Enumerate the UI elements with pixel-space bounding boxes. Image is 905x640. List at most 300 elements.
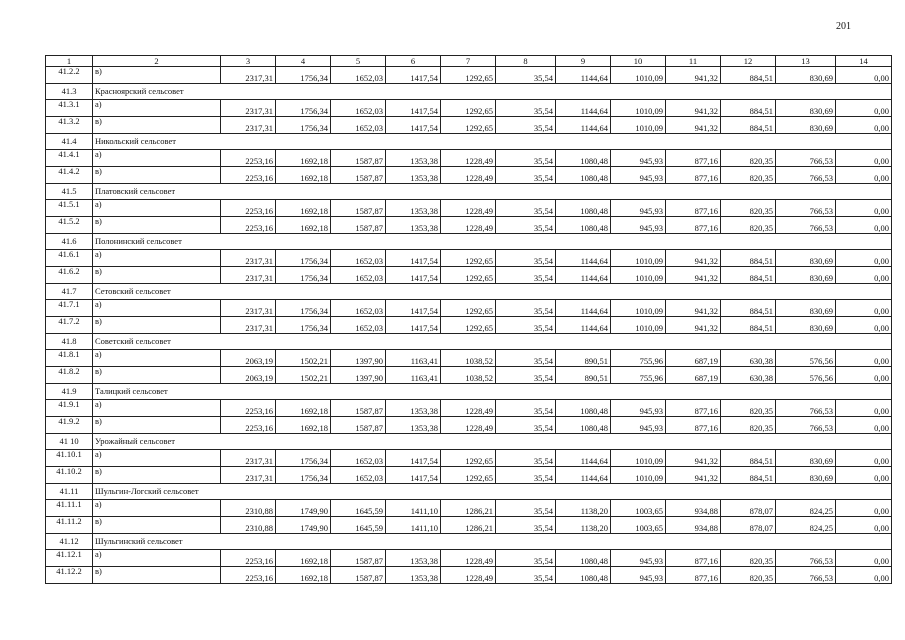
value-cell: 766,53	[776, 167, 836, 184]
value-cell: 1138,20	[556, 517, 611, 534]
value-cell: 1144,64	[556, 250, 611, 267]
value-cell: 1587,87	[331, 400, 386, 417]
value-cell: 2310,88	[221, 500, 276, 517]
value-cell: 1163,41	[386, 367, 441, 384]
value-cell: 1080,48	[556, 150, 611, 167]
value-cell: 1080,48	[556, 417, 611, 434]
value-cell: 1010,09	[611, 100, 666, 117]
group-row	[46, 334, 892, 350]
value-cell: 1692,18	[276, 217, 331, 234]
value-cell: 1756,34	[276, 67, 331, 84]
value-cell: 1692,18	[276, 567, 331, 584]
value-cell: 1286,21	[441, 500, 496, 517]
row-label: а)	[93, 400, 221, 417]
value-cell: 1652,03	[331, 67, 386, 84]
value-cell: 884,51	[721, 100, 776, 117]
row-label: а)	[93, 250, 221, 267]
value-cell: 1138,20	[556, 500, 611, 517]
value-cell: 884,51	[721, 250, 776, 267]
row-label: в)	[93, 167, 221, 184]
value-cell: 1692,18	[276, 150, 331, 167]
value-cell: 35,54	[496, 400, 556, 417]
value-cell: 35,54	[496, 450, 556, 467]
value-cell: 830,69	[776, 300, 836, 317]
value-cell: 35,54	[496, 200, 556, 217]
value-cell: 1417,54	[386, 317, 441, 334]
row-label: а)	[93, 150, 221, 167]
row-label: а)	[93, 500, 221, 517]
group-row	[46, 184, 892, 200]
value-cell: 877,16	[666, 167, 721, 184]
column-header: 13	[776, 56, 836, 67]
value-cell: 878,07	[721, 500, 776, 517]
value-cell: 35,54	[496, 267, 556, 284]
row-label: а)	[93, 100, 221, 117]
value-cell: 1003,65	[611, 517, 666, 534]
value-cell: 0,00	[836, 100, 892, 117]
value-cell: 1353,38	[386, 217, 441, 234]
value-cell: 2317,31	[221, 100, 276, 117]
value-cell: 1010,09	[611, 317, 666, 334]
value-cell: 1228,49	[441, 400, 496, 417]
value-cell: 687,19	[666, 350, 721, 367]
value-cell: 2253,16	[221, 567, 276, 584]
value-cell: 576,56	[776, 350, 836, 367]
group-name: Советский сельсовет	[93, 334, 892, 350]
value-cell: 2253,16	[221, 417, 276, 434]
value-cell: 1756,34	[276, 300, 331, 317]
value-cell: 941,32	[666, 317, 721, 334]
value-cell: 2317,31	[221, 117, 276, 134]
group-name: Шульгин-Логский сельсовет	[93, 484, 892, 500]
value-cell: 884,51	[721, 300, 776, 317]
value-cell: 1144,64	[556, 317, 611, 334]
value-cell: 1144,64	[556, 67, 611, 84]
row-code: 41 10	[46, 434, 93, 450]
value-cell: 1292,65	[441, 467, 496, 484]
value-cell: 1692,18	[276, 200, 331, 217]
value-cell: 1587,87	[331, 217, 386, 234]
table-row	[46, 350, 892, 367]
value-cell: 35,54	[496, 517, 556, 534]
value-cell: 945,93	[611, 417, 666, 434]
page-number: 201	[836, 21, 851, 32]
row-label: в)	[93, 367, 221, 384]
table-row	[46, 67, 892, 84]
row-label: в)	[93, 267, 221, 284]
value-cell: 941,32	[666, 100, 721, 117]
row-code: 41.3	[46, 84, 93, 100]
group-name: Сетовский сельсовет	[93, 284, 892, 300]
value-cell: 1080,48	[556, 200, 611, 217]
value-cell: 0,00	[836, 500, 892, 517]
table-body	[46, 67, 892, 584]
value-cell: 35,54	[496, 67, 556, 84]
value-cell: 2317,31	[221, 250, 276, 267]
value-cell: 766,53	[776, 567, 836, 584]
value-cell: 1756,34	[276, 250, 331, 267]
value-cell: 1292,65	[441, 67, 496, 84]
row-code: 41.3.2	[46, 117, 93, 134]
value-cell: 877,16	[666, 200, 721, 217]
group-name: Урожайный сельсовет	[93, 434, 892, 450]
value-cell: 890,51	[556, 350, 611, 367]
value-cell: 820,35	[721, 150, 776, 167]
value-cell: 755,96	[611, 350, 666, 367]
row-label: а)	[93, 300, 221, 317]
value-cell: 1587,87	[331, 150, 386, 167]
row-code: 41.9	[46, 384, 93, 400]
value-cell: 2317,31	[221, 450, 276, 467]
value-cell: 890,51	[556, 367, 611, 384]
value-cell: 1228,49	[441, 550, 496, 567]
group-row	[46, 234, 892, 250]
value-cell: 1292,65	[441, 300, 496, 317]
row-code: 41.5.2	[46, 217, 93, 234]
table-row	[46, 567, 892, 584]
value-cell: 1353,38	[386, 150, 441, 167]
table-row	[46, 400, 892, 417]
value-cell: 1417,54	[386, 100, 441, 117]
value-cell: 2253,16	[221, 150, 276, 167]
row-code: 41.7.1	[46, 300, 93, 317]
value-cell: 1756,34	[276, 117, 331, 134]
value-cell: 941,32	[666, 250, 721, 267]
column-header: 6	[386, 56, 441, 67]
row-label: в)	[93, 467, 221, 484]
value-cell: 630,38	[721, 350, 776, 367]
value-cell: 766,53	[776, 400, 836, 417]
row-code: 41.7	[46, 284, 93, 300]
value-cell: 35,54	[496, 500, 556, 517]
value-cell: 1010,09	[611, 67, 666, 84]
value-cell: 0,00	[836, 550, 892, 567]
value-cell: 824,25	[776, 517, 836, 534]
row-code: 41.4	[46, 134, 93, 150]
value-cell: 1417,54	[386, 450, 441, 467]
row-label: в)	[93, 317, 221, 334]
group-row	[46, 134, 892, 150]
value-cell: 0,00	[836, 150, 892, 167]
value-cell: 1756,34	[276, 267, 331, 284]
value-cell: 941,32	[666, 117, 721, 134]
tariff-table	[45, 55, 892, 584]
value-cell: 830,69	[776, 250, 836, 267]
group-row	[46, 534, 892, 550]
row-code: 41.10.1	[46, 450, 93, 467]
table-row	[46, 550, 892, 567]
value-cell: 35,54	[496, 250, 556, 267]
row-label: в)	[93, 517, 221, 534]
value-cell: 1652,03	[331, 250, 386, 267]
value-cell: 0,00	[836, 567, 892, 584]
value-cell: 884,51	[721, 67, 776, 84]
value-cell: 35,54	[496, 167, 556, 184]
value-cell: 1652,03	[331, 267, 386, 284]
value-cell: 941,32	[666, 300, 721, 317]
value-cell: 941,32	[666, 67, 721, 84]
value-cell: 1411,10	[386, 500, 441, 517]
column-header: 7	[441, 56, 496, 67]
value-cell: 1163,41	[386, 350, 441, 367]
value-cell: 1587,87	[331, 200, 386, 217]
value-cell: 1411,10	[386, 517, 441, 534]
table-row	[46, 417, 892, 434]
value-cell: 1010,09	[611, 450, 666, 467]
value-cell: 35,54	[496, 417, 556, 434]
row-code: 41.4.1	[46, 150, 93, 167]
value-cell: 941,32	[666, 467, 721, 484]
value-cell: 945,93	[611, 150, 666, 167]
value-cell: 766,53	[776, 150, 836, 167]
value-cell: 1292,65	[441, 100, 496, 117]
value-cell: 0,00	[836, 400, 892, 417]
value-cell: 1228,49	[441, 200, 496, 217]
table-row	[46, 267, 892, 284]
group-name: Красноярский сельсовет	[93, 84, 892, 100]
value-cell: 1353,38	[386, 550, 441, 567]
value-cell: 820,35	[721, 550, 776, 567]
group-name: Полонинский сельсовет	[93, 234, 892, 250]
table-row	[46, 117, 892, 134]
value-cell: 2253,16	[221, 217, 276, 234]
value-cell: 35,54	[496, 117, 556, 134]
row-label: в)	[93, 117, 221, 134]
row-label: в)	[93, 567, 221, 584]
value-cell: 0,00	[836, 317, 892, 334]
value-cell: 630,38	[721, 367, 776, 384]
column-header: 4	[276, 56, 331, 67]
group-name: Талицкий сельсовет	[93, 384, 892, 400]
value-cell: 576,56	[776, 367, 836, 384]
table-row	[46, 367, 892, 384]
table-row	[46, 317, 892, 334]
value-cell: 1652,03	[331, 450, 386, 467]
value-cell: 878,07	[721, 517, 776, 534]
column-header: 14	[836, 56, 892, 67]
value-cell: 884,51	[721, 467, 776, 484]
value-cell: 1080,48	[556, 217, 611, 234]
value-cell: 0,00	[836, 217, 892, 234]
value-cell: 35,54	[496, 150, 556, 167]
value-cell: 1010,09	[611, 267, 666, 284]
value-cell: 884,51	[721, 317, 776, 334]
value-cell: 1397,90	[331, 350, 386, 367]
value-cell: 1417,54	[386, 250, 441, 267]
value-cell: 830,69	[776, 267, 836, 284]
value-cell: 35,54	[496, 367, 556, 384]
value-cell: 1144,64	[556, 467, 611, 484]
value-cell: 877,16	[666, 217, 721, 234]
value-cell: 1353,38	[386, 400, 441, 417]
row-code: 41.11	[46, 484, 93, 500]
value-cell: 1010,09	[611, 467, 666, 484]
value-cell: 1645,59	[331, 517, 386, 534]
value-cell: 1010,09	[611, 250, 666, 267]
value-cell: 2317,31	[221, 317, 276, 334]
row-label: а)	[93, 200, 221, 217]
value-cell: 830,69	[776, 317, 836, 334]
value-cell: 2063,19	[221, 367, 276, 384]
value-cell: 1080,48	[556, 550, 611, 567]
value-cell: 820,35	[721, 400, 776, 417]
table-header	[46, 56, 892, 67]
column-header: 2	[93, 56, 221, 67]
value-cell: 2310,88	[221, 517, 276, 534]
value-cell: 766,53	[776, 200, 836, 217]
value-cell: 2253,16	[221, 167, 276, 184]
value-cell: 2317,31	[221, 300, 276, 317]
value-cell: 2253,16	[221, 400, 276, 417]
row-code: 41.11.2	[46, 517, 93, 534]
value-cell: 2063,19	[221, 350, 276, 367]
value-cell: 934,88	[666, 500, 721, 517]
value-cell: 766,53	[776, 217, 836, 234]
value-cell: 35,54	[496, 300, 556, 317]
value-cell: 687,19	[666, 367, 721, 384]
table-row	[46, 450, 892, 467]
column-header: 9	[556, 56, 611, 67]
row-code: 41.10.2	[46, 467, 93, 484]
value-cell: 1353,38	[386, 417, 441, 434]
row-code: 41.5	[46, 184, 93, 200]
value-cell: 0,00	[836, 300, 892, 317]
value-cell: 1587,87	[331, 167, 386, 184]
column-header: 5	[331, 56, 386, 67]
value-cell: 820,35	[721, 167, 776, 184]
value-cell: 35,54	[496, 350, 556, 367]
value-cell: 35,54	[496, 317, 556, 334]
value-cell: 1502,21	[276, 350, 331, 367]
value-cell: 830,69	[776, 100, 836, 117]
value-cell: 1228,49	[441, 567, 496, 584]
group-row	[46, 484, 892, 500]
value-cell: 1652,03	[331, 100, 386, 117]
value-cell: 1756,34	[276, 467, 331, 484]
value-cell: 945,93	[611, 550, 666, 567]
table-row	[46, 250, 892, 267]
value-cell: 1228,49	[441, 417, 496, 434]
column-header: 12	[721, 56, 776, 67]
group-row	[46, 84, 892, 100]
table-row	[46, 517, 892, 534]
value-cell: 1144,64	[556, 267, 611, 284]
value-cell: 830,69	[776, 117, 836, 134]
value-cell: 1353,38	[386, 200, 441, 217]
value-cell: 766,53	[776, 550, 836, 567]
value-cell: 0,00	[836, 267, 892, 284]
value-cell: 2317,31	[221, 67, 276, 84]
column-header: 10	[611, 56, 666, 67]
value-cell: 1652,03	[331, 300, 386, 317]
group-name: Платовский сельсовет	[93, 184, 892, 200]
value-cell: 35,54	[496, 100, 556, 117]
value-cell: 1645,59	[331, 500, 386, 517]
row-label: в)	[93, 417, 221, 434]
value-cell: 941,32	[666, 267, 721, 284]
value-cell: 0,00	[836, 67, 892, 84]
value-cell: 877,16	[666, 400, 721, 417]
value-cell: 824,25	[776, 500, 836, 517]
value-cell: 35,54	[496, 467, 556, 484]
value-cell: 35,54	[496, 567, 556, 584]
value-cell: 1292,65	[441, 317, 496, 334]
value-cell: 1756,34	[276, 100, 331, 117]
value-cell: 1292,65	[441, 450, 496, 467]
value-cell: 0,00	[836, 517, 892, 534]
table-row	[46, 300, 892, 317]
group-name: Никольский сельсовет	[93, 134, 892, 150]
value-cell: 1587,87	[331, 550, 386, 567]
value-cell: 1228,49	[441, 150, 496, 167]
row-code: 41.8	[46, 334, 93, 350]
value-cell: 830,69	[776, 67, 836, 84]
value-cell: 2317,31	[221, 267, 276, 284]
value-cell: 1417,54	[386, 117, 441, 134]
value-cell: 1292,65	[441, 117, 496, 134]
row-label: в)	[93, 67, 221, 84]
table-row	[46, 200, 892, 217]
value-cell: 1353,38	[386, 167, 441, 184]
value-cell: 0,00	[836, 250, 892, 267]
value-cell: 35,54	[496, 217, 556, 234]
header-row	[46, 56, 892, 67]
value-cell: 945,93	[611, 200, 666, 217]
value-cell: 1080,48	[556, 567, 611, 584]
value-cell: 1652,03	[331, 317, 386, 334]
value-cell: 1692,18	[276, 167, 331, 184]
table-row	[46, 167, 892, 184]
value-cell: 1587,87	[331, 567, 386, 584]
value-cell: 1292,65	[441, 250, 496, 267]
value-cell: 1003,65	[611, 500, 666, 517]
value-cell: 941,32	[666, 450, 721, 467]
column-header: 1	[46, 56, 93, 67]
group-row	[46, 284, 892, 300]
value-cell: 877,16	[666, 150, 721, 167]
row-code: 41.5.1	[46, 200, 93, 217]
row-code: 41.6.1	[46, 250, 93, 267]
row-code: 41.7.2	[46, 317, 93, 334]
value-cell: 1652,03	[331, 467, 386, 484]
row-code: 41.11.1	[46, 500, 93, 517]
value-cell: 1286,21	[441, 517, 496, 534]
value-cell: 35,54	[496, 550, 556, 567]
row-code: 41.12	[46, 534, 93, 550]
value-cell: 1228,49	[441, 217, 496, 234]
column-header: 3	[221, 56, 276, 67]
row-label: а)	[93, 550, 221, 567]
row-label: а)	[93, 350, 221, 367]
value-cell: 1010,09	[611, 300, 666, 317]
value-cell: 1144,64	[556, 300, 611, 317]
row-code: 41.9.1	[46, 400, 93, 417]
row-code: 41.3.1	[46, 100, 93, 117]
value-cell: 1038,52	[441, 367, 496, 384]
value-cell: 1080,48	[556, 167, 611, 184]
value-cell: 0,00	[836, 117, 892, 134]
value-cell: 1080,48	[556, 400, 611, 417]
value-cell: 1010,09	[611, 117, 666, 134]
value-cell: 766,53	[776, 417, 836, 434]
value-cell: 830,69	[776, 450, 836, 467]
value-cell: 830,69	[776, 467, 836, 484]
group-row	[46, 434, 892, 450]
value-cell: 1692,18	[276, 417, 331, 434]
value-cell: 945,93	[611, 167, 666, 184]
value-cell: 877,16	[666, 567, 721, 584]
value-cell: 1144,64	[556, 100, 611, 117]
